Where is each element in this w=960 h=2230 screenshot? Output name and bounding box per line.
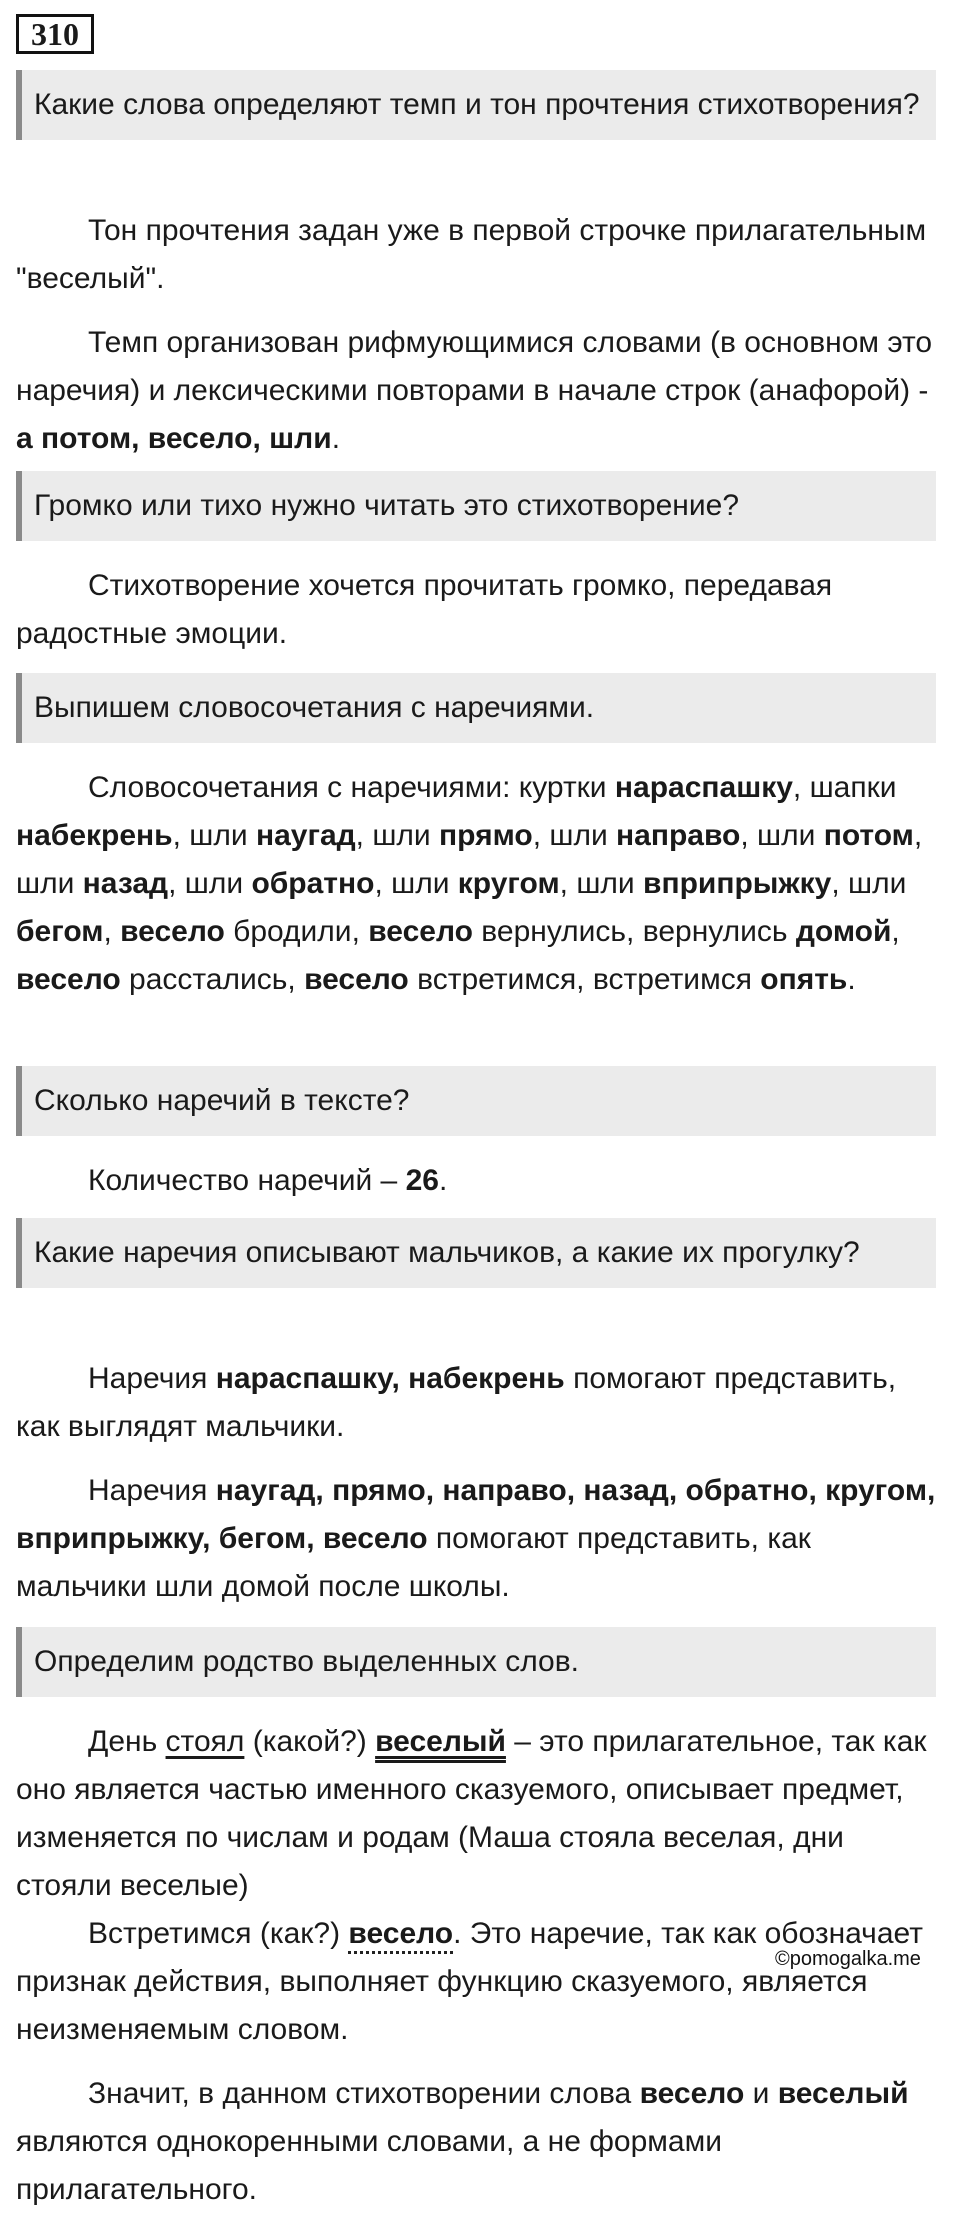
adverbs-walk: наугад, прямо, направо, назад, обратно, кругом, вприпрыжку, бегом, весело (16, 1474, 936, 1555)
answer-5-paragraph-1 (16, 1355, 946, 1451)
adverb-word: весело (348, 1917, 453, 1954)
adverb: весело (304, 963, 409, 996)
answer-6-text: Встретимся (как?) (88, 1917, 349, 1950)
answer-3-text: . (847, 963, 856, 996)
answer-1-bold-words: а потом, весело, шли (16, 422, 332, 455)
answer-3-text: вернулись, вернулись (472, 915, 796, 948)
answer-3-text: расстались, (120, 963, 305, 996)
adverb: набекрень (16, 819, 173, 852)
answer-3-paragraph (16, 764, 946, 1004)
answer-6-paragraph-2 (16, 1910, 946, 2054)
answer-3-text: , шли (532, 819, 617, 852)
adverb: кругом (457, 867, 560, 900)
adverb: домой (795, 915, 892, 948)
answer-5-text: помогают представить, как выглядят мальчики. (16, 1362, 897, 1443)
question-5: Какие наречия описывают мальчиков, а какие их прогулку? (16, 1218, 936, 1288)
question-4: Сколько наречий в тексте? (16, 1066, 936, 1136)
predicate-word: стоял (165, 1725, 245, 1758)
answer-1-paragraph-1-text: Тон прочтения задан уже в первой строчке прилагательным "веселый". (16, 214, 927, 295)
exercise-number: 310 (16, 14, 94, 54)
adverb: назад (82, 867, 169, 900)
answer-1-end: . (331, 422, 341, 455)
adverb: весело (368, 915, 473, 948)
adverb: бегом (16, 915, 104, 948)
answer-3-text: , шли (374, 867, 458, 900)
answer-1-paragraph-1 (16, 207, 946, 303)
adverb: опять (760, 963, 848, 996)
highlighted-word: весело (639, 2077, 745, 2110)
answer-3-text: , шли (168, 867, 252, 900)
answer-6-text: Значит, в данном стихотворении слова (88, 2077, 640, 2110)
answer-3-text: , (103, 915, 121, 948)
answer-3-text: , шли (831, 867, 907, 900)
answer-5-text: помогают представить, как мальчики шли домой после школы. (16, 1522, 811, 1603)
answer-6-paragraph-1 (16, 1718, 946, 1910)
adverb: нараспашку (614, 771, 793, 804)
question-1: Какие слова определяют темп и тон прочтения стихотворения? (16, 70, 936, 140)
answer-3-text: Словосочетания с наречиями: куртки (88, 771, 615, 804)
answer-6-text: и (744, 2077, 778, 2110)
adverb: весело (16, 963, 121, 996)
answer-6-text: – это прилагательное, так как оно является частью именного сказуемого, описывает предмет, изменяется по числам и родам (Маша стояла веселая, дни стояли веселые) (16, 1725, 927, 1902)
answer-5-text: Наречия (88, 1362, 216, 1395)
answer-4-end: . (438, 1164, 448, 1197)
question-3: Выпишем словосочетания с наречиями. (16, 673, 936, 743)
answer-3-text: , шли (740, 819, 824, 852)
answer-3-text: , шапки (792, 771, 897, 804)
adverb: весело (120, 915, 225, 948)
adverb: прямо (439, 819, 533, 852)
answer-3-text: , (891, 915, 900, 948)
adverb-count: 26 (405, 1164, 439, 1197)
answer-4-paragraph (16, 1157, 946, 1205)
answer-6-text: День (88, 1725, 166, 1758)
answer-3-text: , шли (172, 819, 256, 852)
answer-4-text: Количество наречий – (88, 1164, 406, 1197)
answer-5-paragraph-2 (16, 1467, 946, 1611)
adverb: потом (823, 819, 914, 852)
highlighted-word: веселый (777, 2077, 909, 2110)
answer-6-text: . Это наречие, так как обозначает признак действия, выполняет функцию сказуемого, является неизменяемым словом. (16, 1917, 923, 2046)
answer-1-text: Темп организован рифмующимися словами (в основном это наречия) и лексическими повторами в начале строк (анафорой) - (16, 326, 933, 407)
answer-2-paragraph (16, 562, 946, 658)
question-6: Определим родство выделенных слов. (16, 1627, 936, 1697)
answer-3-text: , шли (355, 819, 440, 852)
adverbs-appearance: нараспашку, набекрень (215, 1362, 565, 1395)
watermark: ©pomogalka.me (775, 1948, 921, 1970)
adverb: вприпрыжку (643, 867, 832, 900)
question-2: Громко или тихо нужно читать это стихотворение? (16, 471, 936, 541)
answer-6-text: (какой?) (244, 1725, 376, 1758)
answer-1-paragraph-2 (16, 319, 946, 463)
adjective-word: веселый (375, 1725, 506, 1758)
answer-3-text: встретимся, встретимся (408, 963, 761, 996)
answer-3-text: бродили, (224, 915, 369, 948)
answer-6-text: являются однокоренными словами, а не формами прилагательного. (16, 2125, 722, 2206)
answer-3-text: , шли (559, 867, 643, 900)
answer-2-text: Стихотворение хочется прочитать громко, передавая радостные эмоции. (16, 569, 833, 650)
answer-3-text: , шли (16, 819, 923, 900)
adverb: обратно (251, 867, 375, 900)
answer-5-text: Наречия (88, 1474, 216, 1507)
answer-6-paragraph-3 (16, 2070, 946, 2214)
adverb: направо (616, 819, 741, 852)
adverb: наугад (255, 819, 356, 852)
